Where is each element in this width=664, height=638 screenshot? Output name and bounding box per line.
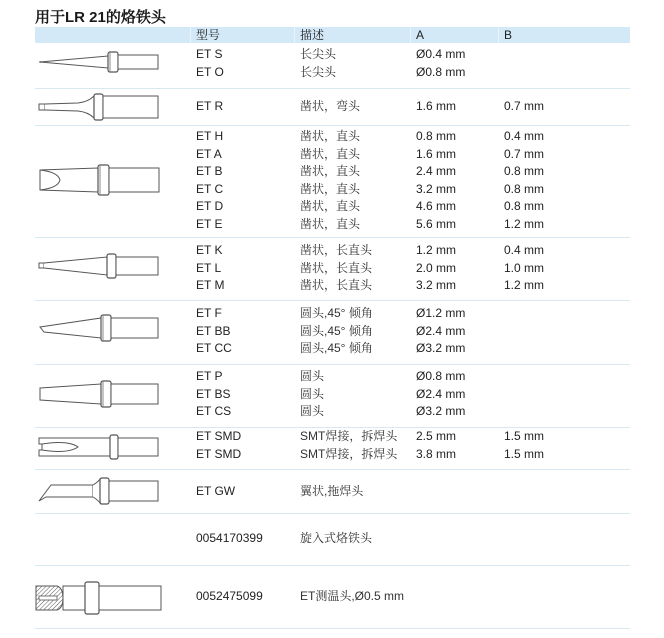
a-value-cell: Ø0.8 mm [416,65,466,79]
a-value-cell: 1.6 mm [416,146,457,161]
model-cell: ET A [196,146,222,161]
description-cell: 翼状,拖焊头 [300,484,364,498]
model-cell: ET F [196,306,222,320]
description-cell: 圆头 [300,404,325,418]
description-cell: 旋入式烙铁头 [300,531,373,545]
b-value-cell: 1.0 mm [504,260,545,275]
a-value-cell: 3.2 mm [416,181,457,196]
b-value-cell: 0.8 mm [504,199,545,213]
model-cell: ET K [196,243,223,257]
description-cell: 圆头 [300,386,325,401]
model-cell: ET H [196,129,224,143]
description-cell: 凿状，直头 [300,129,361,143]
a-value-cell: Ø3.2 mm [416,341,466,355]
b-value-cell: 0.8 mm [504,164,545,178]
model-cell: ET L [196,260,222,275]
model-cell: 0054170399 [196,531,263,545]
a-value-cell: Ø3.2 mm [416,404,466,418]
a-value-cell: 3.2 mm [416,278,457,292]
model-cell: ET SMD [196,446,242,461]
description-cell: 凿状，长直头 [300,243,373,257]
header-description: 描述 [300,28,325,42]
description-cell: 长尖头 [300,47,337,61]
description-cell: 圆头 [300,369,325,383]
b-value-cell: 1.2 mm [504,278,545,292]
model-cell: ET BB [196,323,231,338]
model-cell: ET SMD [196,429,242,443]
tip-group-temperature-probe [35,566,630,629]
conical-long-tip-icon [38,47,163,77]
model-cell: ET CS [196,404,232,418]
tip-group-chisel-bent [35,89,630,126]
model-cell: ET E [196,216,223,231]
tip-group-chisel-straight [35,126,630,238]
description-cell: 凿状，直头 [300,199,361,213]
header-model: 型号 [196,28,221,42]
a-value-cell: Ø2.4 mm [416,323,466,338]
a-value-cell: Ø1.2 mm [416,306,466,320]
model-cell: ET BS [196,386,231,401]
b-value-cell: 0.8 mm [504,181,545,196]
a-value-cell: Ø0.8 mm [416,369,466,383]
description-cell: SMT焊接，拆焊头 [300,446,398,461]
description-cell: 凿状，直头 [300,216,361,231]
b-value-cell: 0.7 mm [504,146,545,161]
a-value-cell: Ø2.4 mm [416,386,466,401]
a-value-cell: Ø0.4 mm [416,47,466,61]
a-value-cell: 0.8 mm [416,129,457,143]
model-cell: ET P [196,369,223,383]
model-cell: ET O [196,65,224,79]
a-value-cell: 2.0 mm [416,260,457,275]
model-cell: ET C [196,181,224,196]
header-b: B [504,28,513,42]
b-value-cell: 1.5 mm [504,429,545,443]
tip-group-screw-in [35,514,630,566]
tip-group-chisel-long [35,238,630,301]
description-cell: 凿状，直头 [300,164,361,178]
a-value-cell: 1.6 mm [416,99,457,113]
tip-group-conical [35,43,630,89]
b-value-cell: 0.7 mm [504,99,545,113]
chisel-long-tip-icon [38,252,163,280]
chisel-bent-tip-icon [38,92,163,122]
description-cell: 长尖头 [300,65,337,79]
model-cell: ET CC [196,341,232,355]
temperature-probe-tip-icon [35,580,165,616]
a-value-cell: 2.4 mm [416,164,457,178]
model-cell: ET M [196,278,225,292]
description-cell: ET测温头,Ø0.5 mm [300,589,405,603]
a-value-cell: 2.5 mm [416,429,457,443]
gull-wing-tip-icon [38,476,163,506]
b-value-cell: 0.4 mm [504,243,545,257]
smd-fork-tip-icon [38,432,163,462]
model-cell: ET GW [196,484,236,498]
description-cell: 凿状，长直头 [300,260,373,275]
a-value-cell: 4.6 mm [416,199,457,213]
page-title: 用于LR 21的烙铁头 [35,9,166,26]
description-cell: SMT焊接，拆焊头 [300,429,398,443]
tip-group-round [35,365,630,428]
table-header [35,27,630,43]
description-cell: 凿状，直头 [300,181,361,196]
model-cell: 0052475099 [196,589,263,603]
tip-group-bevel-45 [35,301,630,365]
b-value-cell: 0.4 mm [504,129,545,143]
a-value-cell: 3.8 mm [416,446,457,461]
tip-group-smd [35,428,630,470]
b-value-cell: 1.5 mm [504,446,545,461]
description-cell: 凿状，弯头 [300,99,361,113]
model-cell: ET S [196,47,223,61]
description-cell: 凿状，长直头 [300,278,373,292]
model-cell: ET R [196,99,224,113]
chisel-straight-tip-icon [38,163,163,197]
a-value-cell: 5.6 mm [416,216,457,231]
b-value-cell: 1.2 mm [504,216,545,231]
description-cell: 圆头,45° 倾角 [300,323,373,338]
description-cell: 凿状，直头 [300,146,361,161]
description-cell: 圆头,45° 倾角 [300,306,373,320]
bevel-45-tip-icon [38,313,163,343]
header-a: A [416,28,425,42]
model-cell: ET B [196,164,223,178]
description-cell: 圆头,45° 倾角 [300,341,373,355]
round-tip-icon [38,379,163,409]
a-value-cell: 1.2 mm [416,243,457,257]
model-cell: ET D [196,199,224,213]
tip-group-gull-wing [35,470,630,514]
